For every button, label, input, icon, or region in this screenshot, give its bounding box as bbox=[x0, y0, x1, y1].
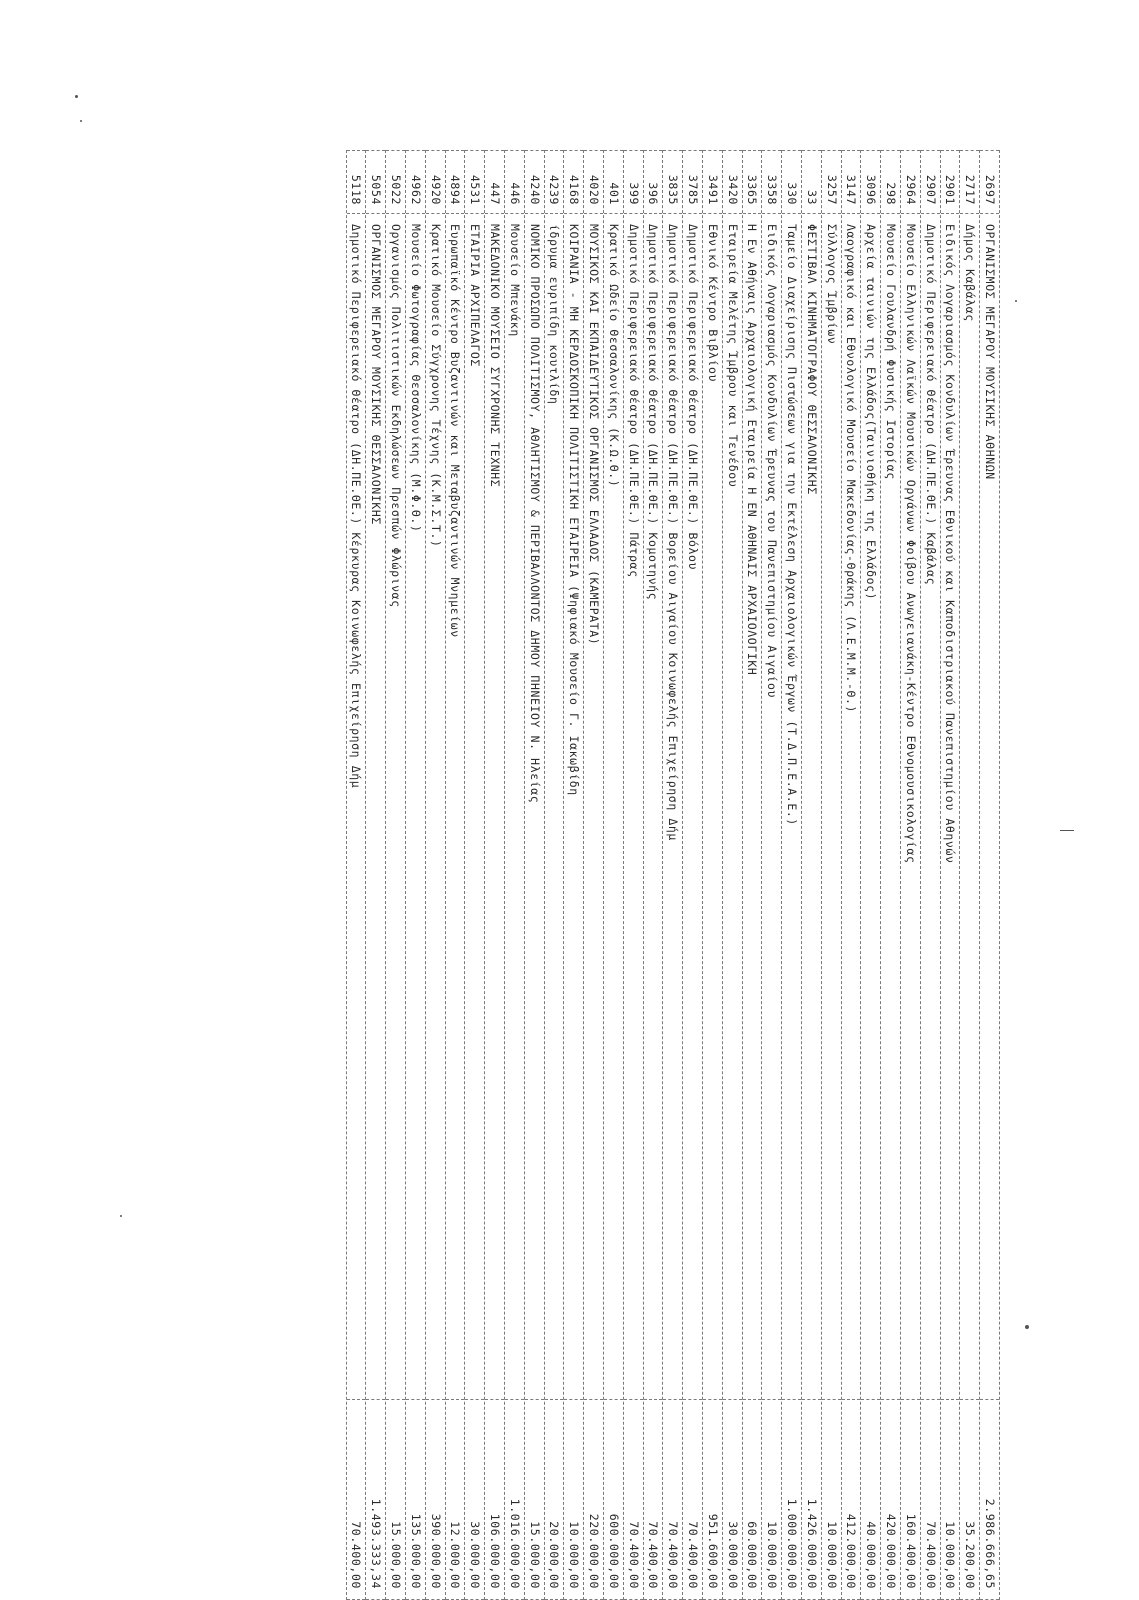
table-row bbox=[782, 150, 802, 1600]
row-code: 2907 bbox=[921, 150, 940, 214]
row-amount: 2.986.666,65 bbox=[980, 1400, 999, 1600]
row-name: Ευρωπαϊκό Κέντρο Βυζαντινών και Μεταβυζαντινών Μνημείων bbox=[446, 214, 465, 1400]
row-amount: 1.493.333,34 bbox=[367, 1400, 386, 1600]
table-row bbox=[564, 150, 584, 1600]
row-amount: 40.000,00 bbox=[861, 1400, 880, 1600]
row-name: Δημοτικό Περιφερειακό Θέατρο (ΔΗ.ΠΕ.ΘΕ.) Πάτρας bbox=[624, 214, 643, 1400]
row-code: 33 bbox=[802, 150, 821, 214]
row-code: 2901 bbox=[941, 150, 960, 214]
row-amount: 70.400,00 bbox=[683, 1400, 702, 1600]
row-amount: 600.000,00 bbox=[604, 1400, 623, 1600]
row-amount: 390.000,00 bbox=[426, 1400, 445, 1600]
row-code: 396 bbox=[644, 150, 663, 214]
scan-speck bbox=[1025, 1325, 1029, 1329]
row-code: 401 bbox=[604, 150, 623, 214]
row-code: 4239 bbox=[545, 150, 564, 214]
row-code: 330 bbox=[782, 150, 801, 214]
row-code: 3096 bbox=[861, 150, 880, 214]
row-amount: 10.000,00 bbox=[564, 1400, 583, 1600]
row-code: 3365 bbox=[743, 150, 762, 214]
table-row bbox=[624, 150, 644, 1600]
table-row bbox=[525, 150, 545, 1600]
row-name: Δημοτικό Περιφερειακό Θέατρο (ΔΗ.ΠΕ.ΘΕ.) Καβάλας bbox=[921, 214, 940, 1400]
row-amount: 420.000,00 bbox=[881, 1400, 900, 1600]
row-amount: 12.000,00 bbox=[446, 1400, 465, 1600]
row-amount: 951.600,00 bbox=[703, 1400, 722, 1600]
table-row bbox=[703, 150, 723, 1600]
row-name: ΚΟΙΡΑΝΙΑ - ΜΗ ΚΕΡΔΟΣΚΟΠΙΚΗ ΠΟΛΙΤΙΣΤΙΚΗ ΕΤΑΙΡΕΙΑ (Ψηφιακό Μουσείο Γ. Ιακωβίδη bbox=[564, 214, 583, 1400]
row-name: Κρατικό Ωδείο Θεσσαλονίκης (Κ.Ω.Θ.) bbox=[604, 214, 623, 1400]
table-row bbox=[367, 150, 387, 1600]
row-name: ΟΡΓΑΝΙΣΜΟΣ ΜΕΓΑΡΟΥ ΜΟΥΣΙΚΗΣ ΘΕΣΣΑΛΟΝΙΚΗΣ bbox=[367, 214, 386, 1400]
table-row bbox=[386, 150, 406, 1600]
table-row bbox=[505, 150, 525, 1600]
row-code: 3358 bbox=[762, 150, 781, 214]
row-amount: 30.000,00 bbox=[723, 1400, 742, 1600]
row-name: Μουσείο Φωτογραφίας Θεσσαλονίκης (Μ.Φ.Θ.) bbox=[406, 214, 425, 1400]
row-code: 4920 bbox=[426, 150, 445, 214]
row-code: 4168 bbox=[564, 150, 583, 214]
row-name: ΦΕΣΤΙΒΑΛ ΚΙΝΗΜΑΤΟΓΡΑΦΟΥ ΘΕΣΣΑΛΟΝΙΚΗΣ bbox=[802, 214, 821, 1400]
table-row bbox=[960, 150, 980, 1600]
row-amount: 30.000,00 bbox=[465, 1400, 484, 1600]
row-name: Μουσείο Γουλανδρή Φυσικής Ιστορίας bbox=[881, 214, 900, 1400]
row-code: 4894 bbox=[446, 150, 465, 214]
table-row bbox=[881, 150, 901, 1600]
table-row bbox=[921, 150, 941, 1600]
row-code: 446 bbox=[505, 150, 524, 214]
table-row bbox=[723, 150, 743, 1600]
row-name: Δημοτικό Περιφερειακό Θέατρο (ΔΗ.ΠΕ.ΘΕ.) Κέρκυρας Κοινωφελής Επιχείρηση Δήμ bbox=[347, 214, 366, 1400]
row-name: ΜΑΚΕΔΟΝΙΚΟ ΜΟΥΣΕΙΟ ΣΥΓΧΡΟΝΗΣ ΤΕΧΝΗΣ bbox=[485, 214, 504, 1400]
row-amount: 106.000,00 bbox=[485, 1400, 504, 1600]
table-row bbox=[683, 150, 703, 1600]
row-name: Μουσείο Ελληνικών Λαϊκών Μουσικών Οργάνων Φοίβου Ανωγειανάκη-Κέντρο Εθνομουσικολογίας bbox=[901, 214, 920, 1400]
row-code: 4962 bbox=[406, 150, 425, 214]
table-row bbox=[663, 150, 683, 1600]
row-name: Ειδικός Λογαριασμός Κονδυλίων Έρευνας Εθνικού και Καποδιστριακού Πανεπιστημίου Αθηνών bbox=[941, 214, 960, 1400]
row-name: ΝΟΜΙΚΟ ΠΡΟΣΩΠΟ ΠΟΛΙΤΙΣΜΟΥ, ΑΘΛΗΤΙΣΜΟΥ & ΠΕΡΙΒΑΛΛΟΝΤΟΣ ΔΗΜΟΥ ΠΗΝΕΙΟΥ Ν. Ηλείας bbox=[525, 214, 544, 1400]
row-name: Ειδικός Λογαριασμός Κονδυλίων Έρευνας του Πανεπιστημίου Αιγαίου bbox=[762, 214, 781, 1400]
row-code: 4531 bbox=[465, 150, 484, 214]
row-name: Δημοτικό Περιφερειακό Θέατρο (ΔΗ.ΠΕ.ΘΕ.) Βορείου Αιγαίου Κοινωφελής Επιχείρηση Δήμ bbox=[663, 214, 682, 1400]
row-code: 2697 bbox=[980, 150, 999, 214]
row-code: 3147 bbox=[842, 150, 861, 214]
row-amount: 70.400,00 bbox=[921, 1400, 940, 1600]
table-row bbox=[802, 150, 822, 1600]
table-row bbox=[822, 150, 842, 1600]
row-name: Δημοτικό Περιφερειακό Θέατρο (ΔΗ.ΠΕ.ΘΕ.) Κομοτηνής bbox=[644, 214, 663, 1400]
table-row bbox=[406, 150, 426, 1600]
row-code: 4240 bbox=[525, 150, 544, 214]
row-amount: 220.000,00 bbox=[584, 1400, 603, 1600]
row-name: Δήμος Καβάλας bbox=[960, 214, 979, 1400]
scan-speck bbox=[80, 120, 82, 122]
scan-speck bbox=[120, 1215, 122, 1217]
row-name: Οργανισμός Πολιτιστικών Εκδηλώσεων Πρεσπών Φλώρινας bbox=[386, 214, 405, 1400]
row-code: 3420 bbox=[723, 150, 742, 214]
row-amount: 135.000,00 bbox=[406, 1400, 425, 1600]
scan-speck bbox=[1015, 300, 1017, 302]
row-amount: 1.426.000,00 bbox=[802, 1400, 821, 1600]
rotated-allocation-table bbox=[170, 150, 1000, 1600]
row-code: 399 bbox=[624, 150, 643, 214]
row-name: Αρχεία ταινιών της Ελλάδος(Ταινιοθήκη της Ελλάδος) bbox=[861, 214, 880, 1400]
row-code: 5054 bbox=[367, 150, 386, 214]
row-amount: 15.000,00 bbox=[525, 1400, 544, 1600]
table-row bbox=[980, 150, 1000, 1600]
table-row bbox=[762, 150, 782, 1600]
scan-speck bbox=[75, 95, 78, 98]
table-row bbox=[941, 150, 961, 1600]
table-row bbox=[446, 150, 466, 1600]
row-name: Εταιρεία Μελέτης Ίμβρου και Τενέδου bbox=[723, 214, 742, 1400]
row-amount: 10.000,00 bbox=[822, 1400, 841, 1600]
row-amount: 20.000,00 bbox=[545, 1400, 564, 1600]
table-row bbox=[346, 150, 367, 1600]
row-name: ΟΡΓΑΝΙΣΜΟΣ ΜΕΓΑΡΟΥ ΜΟΥΣΙΚΗΣ ΑΘΗΝΩΝ bbox=[980, 214, 999, 1400]
table-row bbox=[604, 150, 624, 1600]
row-code: 3491 bbox=[703, 150, 722, 214]
row-name: Εθνικό Κέντρο Βιβλίου bbox=[703, 214, 722, 1400]
row-code: 3835 bbox=[663, 150, 682, 214]
row-amount: 15.000,00 bbox=[386, 1400, 405, 1600]
row-name: Μουσείο Μπενάκη bbox=[505, 214, 524, 1400]
table-row bbox=[465, 150, 485, 1600]
row-name: ΜΟΥΣΙΚΟΣ ΚΑΙ ΕΚΠΑΙΔΕΥΤΙΚΟΣ ΟΡΓΑΝΙΣΜΟΣ ΕΛΛΑΔΟΣ (ΚΑΜΕΡΑΤΑ) bbox=[584, 214, 603, 1400]
table-row bbox=[485, 150, 505, 1600]
scan-speck bbox=[1060, 830, 1074, 831]
row-code: 3257 bbox=[822, 150, 841, 214]
row-code: 447 bbox=[485, 150, 504, 214]
row-code: 298 bbox=[881, 150, 900, 214]
row-code: 2964 bbox=[901, 150, 920, 214]
row-name: Λαογραφικό και Εθνολογικό Μουσείο Μακεδονίας-Θράκης (Λ.Ε.Μ.Μ.-Θ.) bbox=[842, 214, 861, 1400]
row-amount: 1.016.000,00 bbox=[505, 1400, 524, 1600]
table-row bbox=[842, 150, 862, 1600]
row-code: 4020 bbox=[584, 150, 603, 214]
row-name: Ταμείο Διαχείρισης Πιστώσεων για την Εκτέλεση Αρχαιολογικών Έργων (Τ.Δ.Π.Ε.Α.Ε.) bbox=[782, 214, 801, 1400]
table-row bbox=[644, 150, 664, 1600]
row-amount: 10.000,00 bbox=[941, 1400, 960, 1600]
table-row bbox=[861, 150, 881, 1600]
table-row bbox=[901, 150, 921, 1600]
table-row bbox=[426, 150, 446, 1600]
row-amount: 70.400,00 bbox=[624, 1400, 643, 1600]
row-name: ίδρυμα ευριπίδη κουτλίδη bbox=[545, 214, 564, 1400]
row-code: 2717 bbox=[960, 150, 979, 214]
table-row bbox=[545, 150, 565, 1600]
row-amount: 60.000,00 bbox=[743, 1400, 762, 1600]
row-amount: 160.400,00 bbox=[901, 1400, 920, 1600]
row-amount: 70.400,00 bbox=[347, 1400, 366, 1600]
row-code: 3785 bbox=[683, 150, 702, 214]
row-amount: 1.000.000,00 bbox=[782, 1400, 801, 1600]
table-row bbox=[743, 150, 763, 1600]
row-name: ΕΤΑΙΡΙΑ ΑΡΧΙΠΕΛΑΓΟΣ bbox=[465, 214, 484, 1400]
row-amount: 70.400,00 bbox=[663, 1400, 682, 1600]
row-amount: 35.200,00 bbox=[960, 1400, 979, 1600]
row-amount: 10.000,00 bbox=[762, 1400, 781, 1600]
table-row bbox=[584, 150, 604, 1600]
row-name: Η Εν Αθήναις Αρχαιολογική Εταιρεία Η ΕΝ ΑΘΗΝΑΙΣ ΑΡΧΑΙΟΛΟΓΙΚΗ bbox=[743, 214, 762, 1400]
row-amount: 70.400,00 bbox=[644, 1400, 663, 1600]
row-name: Δημοτικό Περιφερειακό Θέατρο (ΔΗ.ΠΕ.ΘΕ.) Βόλου bbox=[683, 214, 702, 1400]
row-name: Σύλλογος Ίμβρίων bbox=[822, 214, 841, 1400]
row-code: 5022 bbox=[386, 150, 405, 214]
row-name: Κρατικό Μουσείο Σύγχρονης Τέχνης (Κ.Μ.Σ.Τ.) bbox=[426, 214, 445, 1400]
row-code: 5118 bbox=[347, 150, 366, 214]
row-amount: 412.000,00 bbox=[842, 1400, 861, 1600]
